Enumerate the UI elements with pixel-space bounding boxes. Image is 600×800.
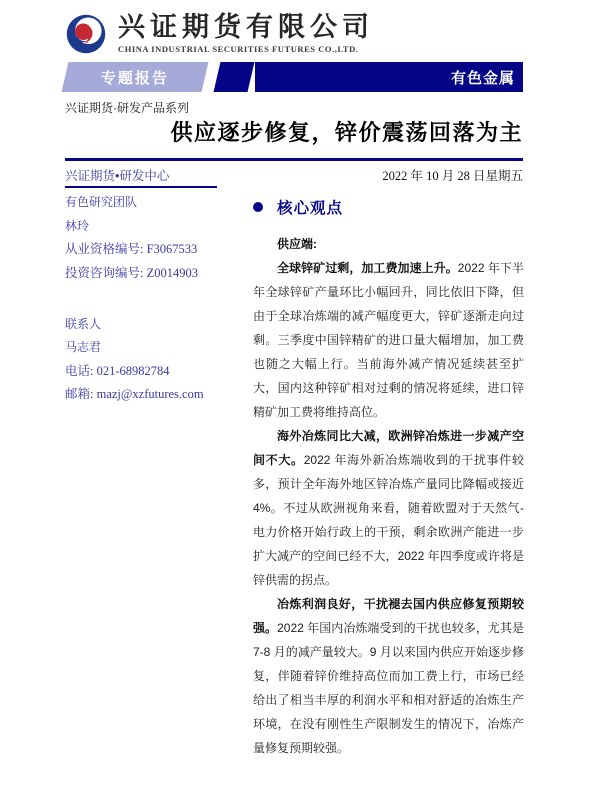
company-logo-icon — [64, 12, 108, 56]
company-name-en: CHINA INDUSTRIAL SECURITIES FUTURES CO.,LTD. — [118, 44, 359, 54]
analyst-name: 林玲 — [65, 218, 90, 233]
author-sidebar — [65, 196, 243, 412]
category-label: 有色金属 — [450, 69, 515, 87]
report-title: 供应逐步修复，锌价震荡回落为主 — [170, 120, 523, 145]
contact-email: 邮箱: mazj@xzfutures.com — [65, 387, 204, 401]
report-type-band — [62, 62, 209, 92]
research-team: 有色研究团队 — [65, 195, 138, 209]
bullet-icon — [253, 202, 263, 212]
advisory-certificate-no: 投资咨询编号: Z0014903 — [65, 265, 198, 280]
contact-phone: 电话: 021-68982784 — [65, 363, 170, 378]
banner-navy-sliver — [214, 62, 255, 92]
core-viewpoint-heading — [253, 196, 524, 218]
title-divider — [65, 158, 523, 161]
paragraph-domestic-smelting: 冶炼利润良好，干扰褪去国内供应修复预期较强。2022 年国内冶炼端受到的干扰也较多，尤其是 7-8 月的减产量较大。9 月以来国内供应开始逐步修复，伴随着锌价维持高位而加工费上行，市场已经给出了相当丰厚的利润水平和相对舒适的冶炼生产环境，在没有刚性生产限制发生的情况下，冶炼产量修复预期较强。 — [253, 597, 524, 755]
contact-name: 马志君 — [65, 340, 102, 354]
category-band — [255, 62, 523, 92]
report-banner — [65, 62, 523, 92]
report-date: 2022 年 10 月 28 日星期五 — [382, 169, 523, 183]
practice-certificate-no: 从业资格编号: F3067533 — [65, 242, 198, 256]
report-type-label: 专题报告 — [100, 69, 169, 87]
company-header — [64, 12, 374, 56]
series-line: 兴证期货·研发产品系列 — [65, 101, 189, 115]
contact-label: 联系人 — [65, 316, 102, 331]
department-label: 兴证期货•研发中心 — [65, 169, 170, 183]
core-viewpoint-title: 核心观点 — [277, 200, 344, 217]
department-underline — [65, 186, 217, 188]
company-name-block — [118, 12, 374, 54]
paragraph-overseas-smelting: 海外冶炼同比大减，欧洲锌冶炼进一步减产空间不大。2022 年海外新冶炼端收到的干扰事件较多，预计全年海外地区锌冶炼产量同比降幅或接近 4%。不过从欧洲视角来看，随着欧盟对于天然气-电力价格开始行政上的干预，剩余欧洲产能进一步扩大减产的空间已经不大，2022 年四季度或许将是锌供需的拐点。 — [253, 429, 524, 587]
supply-side-label: 供应端: — [277, 237, 317, 251]
paragraph-supply-ore: 全球锌矿过剩，加工费加速上升。2022 年下半年全球锌矿产量环比小幅回升，同比依旧下降，但由于全球冶炼端的减产幅度更大，锌矿逐渐走向过剩。三季度中国锌精矿的进口量大幅增加，加工费也随之大幅上行。当前海外减产情况延续甚至扩大，国内这种锌矿相对过剩的情况将延续，进口锌精矿加工费将维持高位。 — [253, 261, 524, 419]
main-content — [253, 196, 524, 760]
company-name-cn: 兴证期货有限公司 — [118, 12, 374, 42]
